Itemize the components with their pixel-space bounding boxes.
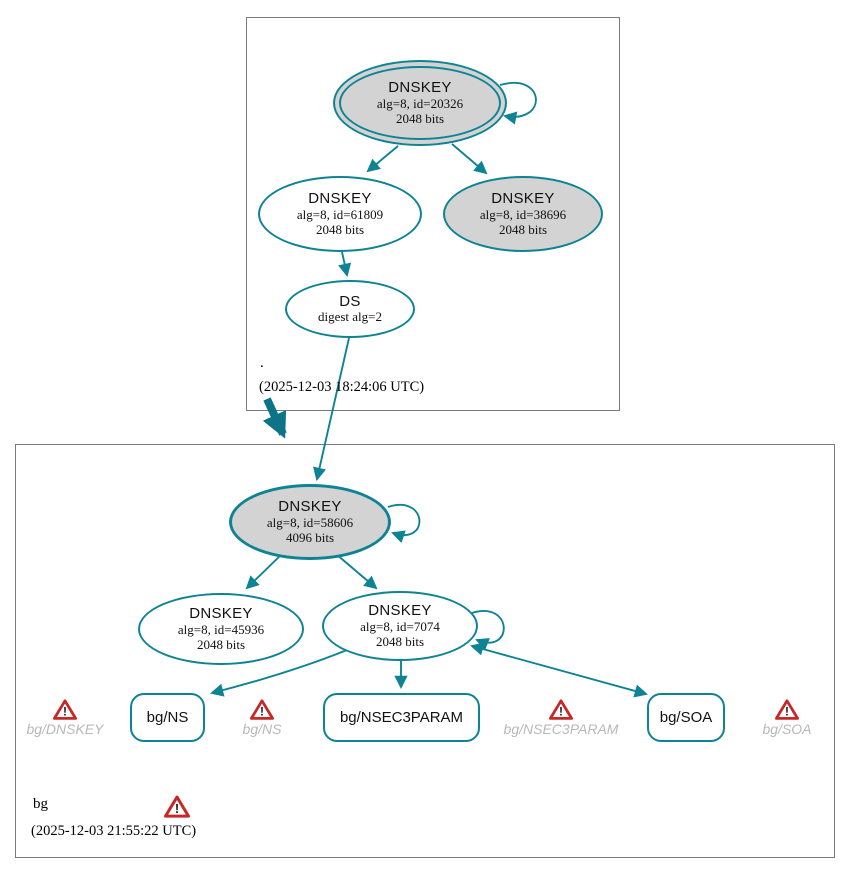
edge-root-ksk-to-key3 [452,144,486,173]
bg-zone-label: bg [33,796,48,812]
root-key3-detail: alg=8, id=38696 [479,206,567,222]
edge-bg-ksk-to-zsk1 [247,553,283,588]
svg-text:!: ! [785,704,789,719]
root-ksk-bits: 2048 bits [395,110,445,126]
bg-zsk2-node[interactable] [322,591,478,661]
root-ksk-detail: alg=8, id=20326 [376,95,464,111]
bg-ksk-title: DNSKEY [278,498,342,516]
bg-zsk1-detail: alg=8, id=45936 [177,621,265,637]
root-key3-title: DNSKEY [491,190,555,208]
warning-icon [250,699,274,720]
ds-node[interactable] [285,280,415,338]
root-zone-timestamp: (2025-12-03 18:24:06 UTC) [259,379,425,395]
bg-zsk1-title: DNSKEY [189,605,253,623]
bg-nsec3param-label: bg/NSEC3PARAM [339,709,464,726]
edge-bg-ksk-to-zsk2 [336,554,376,588]
root-ksk-node[interactable] [333,60,507,146]
bg-zsk1-node[interactable] [138,593,304,665]
bg-zsk1-bits: 2048 bits [196,636,246,652]
root-zsk-node[interactable] [258,176,422,252]
bg-ksk-bits: 4096 bits [285,529,335,545]
svg-text:!: ! [260,704,264,719]
root-key3-node[interactable] [443,176,603,252]
warning-icon [775,699,799,720]
missing-ns-group[interactable] [227,699,297,737]
svg-text:!: ! [174,801,180,816]
root-zsk-bits: 2048 bits [315,221,365,237]
missing-soa-label: bg/SOA [762,721,812,737]
ds-detail: digest alg=2 [317,309,383,325]
root-ksk-title: DNSKEY [388,79,452,97]
warning-icon [549,699,573,720]
bg-zone-warning-icon[interactable] [164,795,190,818]
ds-title: DS [339,292,361,310]
bg-zone-timestamp: (2025-12-03 21:55:22 UTC) [31,823,197,839]
root-zsk-detail: alg=8, id=61809 [296,206,384,222]
edge-root-zsk-to-ds [342,252,347,275]
bg-ns-label: bg/NS [146,709,189,726]
edge-bg-zsk2-to-soa [472,646,646,694]
edge-bg-ksk-selfloop [388,505,419,535]
missing-ns-label: bg/NS [242,721,282,737]
bg-ksk-node[interactable] [229,484,391,560]
warning-icon [53,699,77,720]
missing-soa-group[interactable] [750,699,824,737]
svg-text:!: ! [63,704,67,719]
root-ksk-inner-ring [339,66,501,140]
edge-delegation-arrow [267,399,283,434]
missing-nsec3param-group[interactable] [503,699,619,737]
bg-nsec3param-rrset[interactable] [323,693,480,742]
bg-zsk2-detail: alg=8, id=7074 [360,618,440,634]
edge-ds-to-bg-ksk [317,338,349,479]
bg-ksk-detail: alg=8, id=58606 [266,514,354,530]
missing-nsec3param-label: bg/NSEC3PARAM [503,721,619,737]
missing-dnskey-group[interactable] [22,699,108,737]
bg-ns-rrset[interactable] [130,693,205,742]
bg-soa-rrset[interactable] [647,693,725,742]
root-zone-label: . [260,355,264,371]
svg-text:!: ! [559,704,563,719]
bg-soa-label: bg/SOA [659,709,713,726]
bg-zsk2-bits: 2048 bits [375,633,425,649]
root-zsk-title: DNSKEY [308,190,372,208]
missing-dnskey-label: bg/DNSKEY [26,721,104,737]
edge-root-ksk-to-zsk [368,146,398,171]
root-key3-bits: 2048 bits [498,221,548,237]
bg-zsk2-title: DNSKEY [368,602,432,620]
